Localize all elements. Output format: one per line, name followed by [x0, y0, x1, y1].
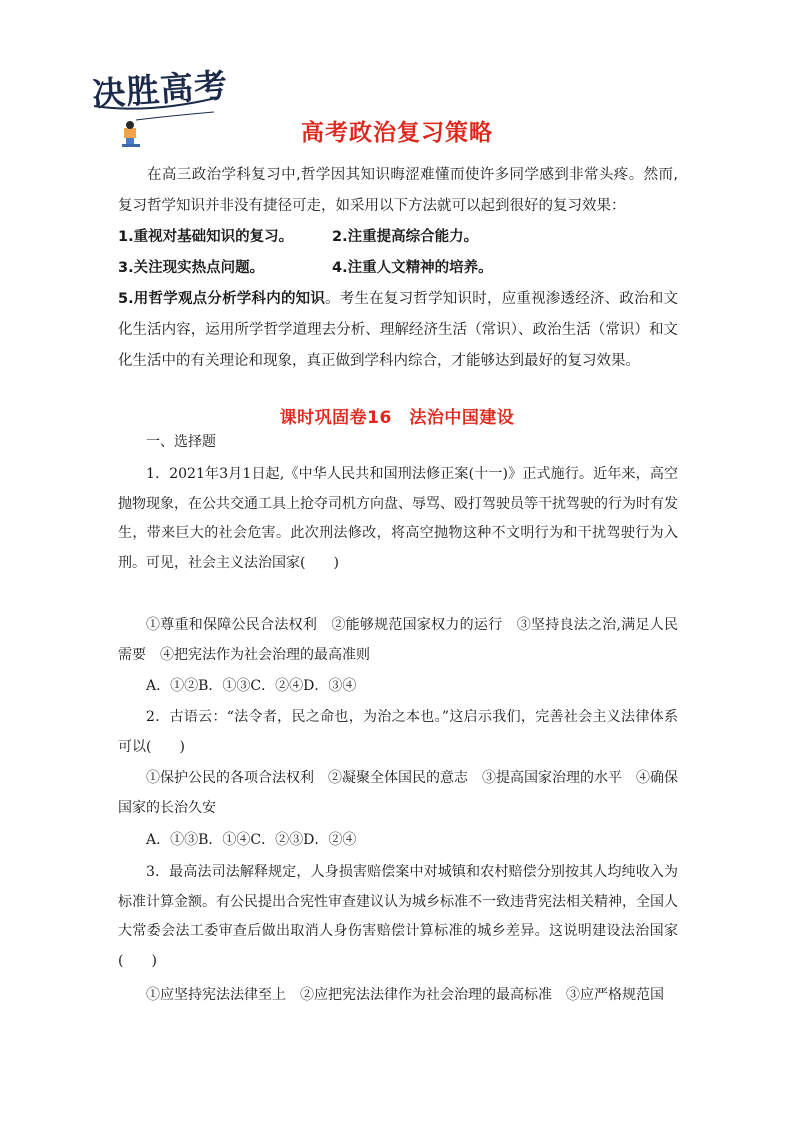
question-2-options: A．①③B．①④C．②③D．②④: [146, 832, 357, 848]
question-2-items: ①保护公民的各项合法权利 ②凝聚全体国民的意志 ③提高国家治理的水平 ④确保国家的长治久安: [118, 770, 678, 816]
tip-2: 2.注重提高综合能力。: [332, 229, 479, 245]
question-3-stem: 3．最高法司法解释规定，人身损害赔偿案中对城镇和农村赔偿分别按其人均纯收入为标准计算金额。有公民提出合宪性审查建议认为城乡标准不一致违背宪法相关精神，全国人大常委会法工委审查后做出取消人身伤害赔偿计算标准的城乡差异。这说明建设法治国家( ): [118, 864, 678, 969]
section-heading: 一、选择题: [146, 434, 216, 450]
section-title: 课时巩固卷16 法治中国建设: [279, 408, 515, 428]
tip-5-paragraph: [118, 284, 678, 377]
logo-text: 决胜高考: [90, 65, 230, 114]
tips-row-1: [118, 222, 479, 253]
page-title: 高考政治复习策略: [301, 120, 493, 146]
tip-3: 3.关注现实热点问题。: [118, 260, 265, 276]
tips-row-2: [118, 253, 493, 284]
question-1-items: ①尊重和保障公民合法权利 ②能够规范国家权力的运行 ③坚持良法之治,满足人民需要 ④把宪法作为社会治理的最高准则: [118, 617, 678, 663]
intro-paragraph: 在高三政治学科复习中,哲学因其知识晦涩难懂而使许多同学感到非常头疼。然而,复习哲学知识并非没有捷径可走，如采用以下方法就可以起到很好的复习效果：: [118, 167, 678, 214]
question-1-options: A．①②B．①③C．②④D．③④: [146, 678, 357, 694]
tip-5-heading: 5.用哲学观点分析学科内的知识: [118, 291, 326, 307]
question-1-stem: 1．2021年3月1日起,《中华人民共和国刑法修正案(十一)》正式施行。近年来，高空抛物现象，在公共交通工具上抢夺司机方向盘、辱骂、殴打驾驶员等干扰驾驶的行为时有发生，带来巨大的社会危害。此次刑法修改，将高空抛物这种不文明行为和干扰驾驶行为入刑。可见，社会主义法治国家( ): [118, 466, 678, 571]
question-2-stem: 2．古语云：“法令者，民之命也，为治之本也。”这启示我们，完善社会主义法律体系可以( ): [118, 709, 678, 755]
tip-4: 4.注重人文精神的培养。: [332, 260, 493, 276]
question-3-items: ①应坚持宪法法律至上 ②应把宪法法律作为社会治理的最高标准 ③应严格规范国: [146, 987, 664, 1003]
tip-5-body: 。考生在复习哲学知识时，应重视渗透经济、政治和文化生活内容，运用所学哲学道理去分析、理解经济生活（常识）、政治生活（常识）和文化生活中的有关理论和现象，真正做到学科内综合，才能够达到最好的复习效果。: [118, 291, 678, 369]
tip-1: 1.重视对基础知识的复习。: [118, 229, 294, 245]
